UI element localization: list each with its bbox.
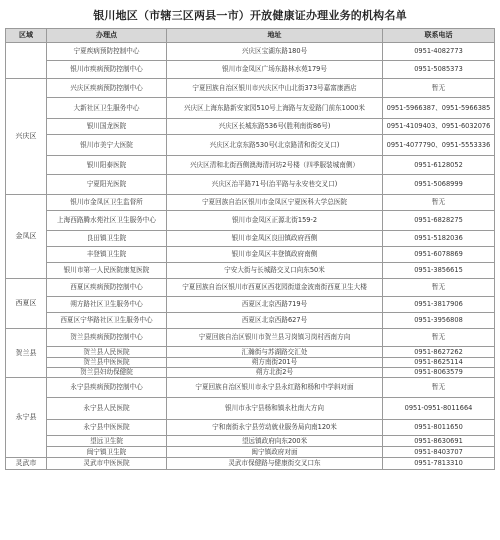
table-body [6, 43, 495, 470]
address-cell: 兴庆区宝湖东路180号 [167, 43, 383, 61]
table-row [6, 420, 495, 436]
header-district: 区域 [6, 29, 47, 43]
phone-cell: 暂无 [383, 329, 495, 347]
address-cell: 西夏区北京西路627号 [167, 313, 383, 329]
address-cell: 灵武市保健路与健康街交叉口东 [167, 458, 383, 470]
phone-cell: 0951-8630691 [383, 436, 495, 447]
table-row [6, 195, 495, 211]
table-row [6, 378, 495, 398]
header-phone: 联系电话 [383, 29, 495, 43]
phone-cell: 0951-4077790、0951-5553336 [383, 135, 495, 156]
phone-cell: 0951-5182036 [383, 231, 495, 247]
phone-cell: 0951-8625114 [383, 358, 495, 368]
address-cell: 宁夏回族自治区银川市兴庆区中山北街373号嘉富康酒店 [167, 79, 383, 98]
address-cell: 朔方南街201号 [167, 358, 383, 368]
district-cell: 灵武市 [6, 458, 47, 470]
table-row [6, 135, 495, 156]
office-cell: 西夏区疾病预防控制中心 [47, 279, 167, 297]
table-row [6, 211, 495, 231]
phone-cell: 0951-5966387、0951-5966385 [383, 98, 495, 119]
district-cell: 金凤区 [6, 195, 47, 279]
district-cell [6, 43, 47, 79]
table-row [6, 61, 495, 79]
table-row [6, 447, 495, 458]
phone-cell: 暂无 [383, 79, 495, 98]
address-cell: 宁夏回族自治区银川市永宁县永红路和杨和中学斜对面 [167, 378, 383, 398]
phone-cell: 0951-3817906 [383, 297, 495, 313]
table-row [6, 279, 495, 297]
address-cell: 宁夏回族自治区银川市贺兰县习岗镇习岗村西南方向 [167, 329, 383, 347]
table-row [6, 329, 495, 347]
office-cell: 永宁县疾病预防控制中心 [47, 378, 167, 398]
table-row [6, 436, 495, 447]
table-row [6, 398, 495, 420]
address-cell: 兴庆区上海东路新安家园510号上海路与友爱路门前东1000米 [167, 98, 383, 119]
phone-cell: 暂无 [383, 279, 495, 297]
office-cell: 灵武市中医医院 [47, 458, 167, 470]
address-cell: 银川市金凤区正源北街159-2 [167, 211, 383, 231]
address-cell: 宁夏回族自治区银川市西夏区西花园街道金波南街西夏卫生大楼 [167, 279, 383, 297]
table-row [6, 347, 495, 358]
table-row [6, 43, 495, 61]
table-row [6, 368, 495, 378]
office-cell: 银川市金凤区卫生监督所 [47, 195, 167, 211]
district-cell: 贺兰县 [6, 329, 47, 378]
office-cell: 大新社区卫生服务中心 [47, 98, 167, 119]
page-title: 银川地区（市辖三区两县一市）开放健康证办理业务的机构名单 [93, 9, 407, 22]
phone-cell: 0951-4109403、0951-6032076 [383, 119, 495, 135]
table-row [6, 79, 495, 98]
office-cell: 银川市美宁大医院 [47, 135, 167, 156]
office-cell: 银川市疾病预防控制中心 [47, 61, 167, 79]
table-row [6, 98, 495, 119]
office-cell: 永宁县中医医院 [47, 420, 167, 436]
office-cell: 西夏区宁华路社区卫生服务中心 [47, 313, 167, 329]
phone-cell: 0951-8063579 [383, 368, 495, 378]
institution-table [5, 28, 495, 470]
district-cell: 兴庆区 [6, 79, 47, 195]
address-cell: 望远镇政府向东200米 [167, 436, 383, 447]
phone-cell: 0951-4082773 [383, 43, 495, 61]
address-cell: 兴庆区清和北街西侧澳海清河坊2号楼（四季服装城南侧） [167, 156, 383, 175]
address-cell: 汇瀚街与苏湖路交汇处 [167, 347, 383, 358]
office-cell: 朔方路社区卫生服务中心 [47, 297, 167, 313]
phone-cell: 0951-5068999 [383, 175, 495, 195]
phone-cell: 0951-6828275 [383, 211, 495, 231]
office-cell: 宁夏阳光医院 [47, 175, 167, 195]
office-cell: 上海西路腾水苑社区卫生服务中心 [47, 211, 167, 231]
phone-cell: 暂无 [383, 195, 495, 211]
table-row [6, 247, 495, 263]
table-row [6, 297, 495, 313]
header-office: 办理点 [47, 29, 167, 43]
table-row [6, 313, 495, 329]
phone-cell: 暂无 [383, 378, 495, 398]
phone-cell: 0951-7813310 [383, 458, 495, 470]
district-cell: 西夏区 [6, 279, 47, 329]
phone-cell: 0951-6078869 [383, 247, 495, 263]
table-row [6, 156, 495, 175]
phone-cell: 0951-3856615 [383, 263, 495, 279]
address-cell: 宁安大街与长城路交叉口向东50米 [167, 263, 383, 279]
phone-cell: 0951-6128052 [383, 156, 495, 175]
office-cell: 银川市第一人民医院康复医院 [47, 263, 167, 279]
address-cell: 银川市金凤区良田镇政府西侧 [167, 231, 383, 247]
office-cell: 望远卫生院 [47, 436, 167, 447]
district-cell: 永宁县 [6, 378, 47, 458]
office-cell: 贺兰县疾病预防控制中心 [47, 329, 167, 347]
address-cell: 闽宁镇政府对面 [167, 447, 383, 458]
office-cell: 贺兰县人民医院 [47, 347, 167, 358]
office-cell: 兴庆区疾病预防控制中心 [47, 79, 167, 98]
address-cell: 银川市永宁县杨和镇永杜南大方向 [167, 398, 383, 420]
table-row [6, 175, 495, 195]
address-cell: 银川市金凤区广场东路林水苑179号 [167, 61, 383, 79]
address-cell: 兴庆区北京东路530号(北京路清和街交叉口) [167, 135, 383, 156]
phone-cell: 0951-8627262 [383, 347, 495, 358]
phone-cell: 0951-8403707 [383, 447, 495, 458]
address-cell: 西夏区北京西路719号 [167, 297, 383, 313]
office-cell: 永宁县人民医院 [47, 398, 167, 420]
office-cell: 贺兰县妇幼保健院 [47, 368, 167, 378]
phone-cell: 0951-0951-8011664 [383, 398, 495, 420]
header-address: 地址 [167, 29, 383, 43]
office-cell: 宁夏疾病预防控制中心 [47, 43, 167, 61]
office-cell: 丰登镇卫生院 [47, 247, 167, 263]
address-cell: 兴庆区治平路71号(治平路与永安巷交叉口) [167, 175, 383, 195]
table-row [6, 458, 495, 470]
address-cell: 银川市金凤区丰登镇政府南侧 [167, 247, 383, 263]
address-cell: 兴庆区长城东路536号(胜利南街86号) [167, 119, 383, 135]
table-header-row [6, 29, 495, 43]
table-row [6, 263, 495, 279]
office-cell: 良田镇卫生院 [47, 231, 167, 247]
table-row [6, 119, 495, 135]
table-row [6, 231, 495, 247]
table-row [6, 358, 495, 368]
address-cell: 朔方北街2号 [167, 368, 383, 378]
office-cell: 贺兰县中医医院 [47, 358, 167, 368]
address-cell: 宁和南街永宁县劳动就业服务局向南120米 [167, 420, 383, 436]
office-cell: 银川阳泰医院 [47, 156, 167, 175]
office-cell: 闽宁镇卫生院 [47, 447, 167, 458]
address-cell: 宁夏回族自治区银川市金凤区宁夏医科大学总医院 [167, 195, 383, 211]
office-cell: 银川国龙医院 [47, 119, 167, 135]
phone-cell: 0951-8011650 [383, 420, 495, 436]
phone-cell: 0951-5085373 [383, 61, 495, 79]
phone-cell: 0951-3956808 [383, 313, 495, 329]
